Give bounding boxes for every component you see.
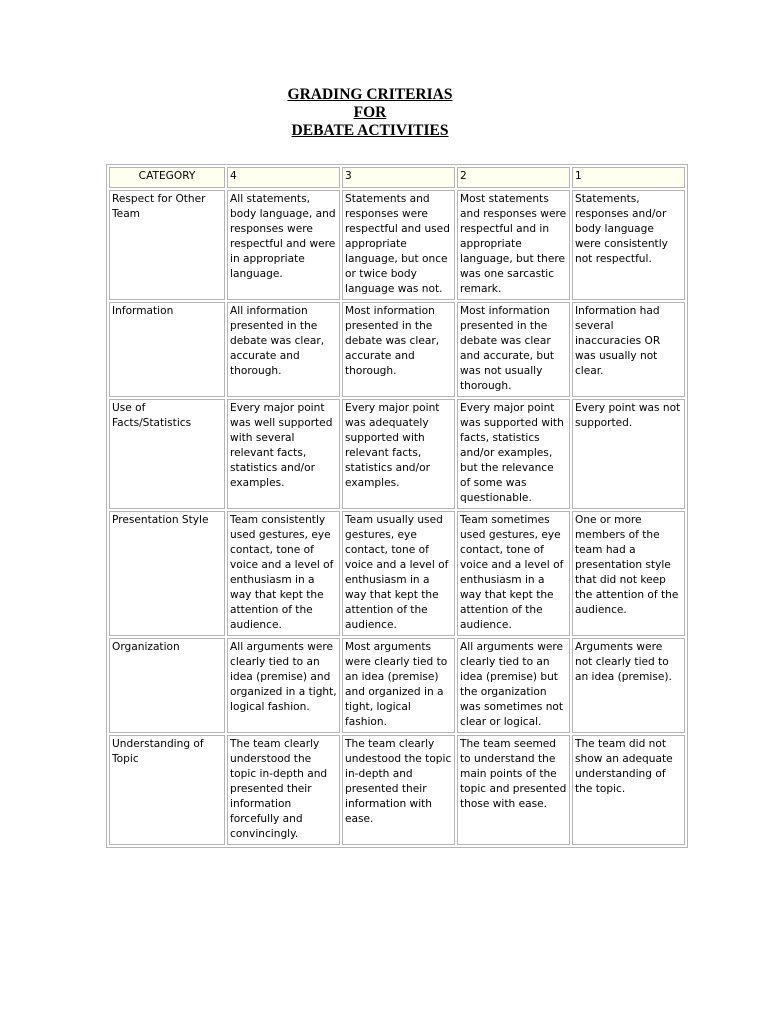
criteria-cell: All arguments were clearly tied to an idea (premise) but the organization was sometimes not clear or logical. [457,638,570,733]
criteria-cell: The team clearly undestood the topic in-depth and presented their information with ease. [342,735,455,845]
title-line-3: DEBATE ACTIVITIES [291,122,449,139]
title-line-2: FOR [353,104,387,121]
criteria-cell: All statements, body language, and responses were respectful and were in appropriate language. [227,190,340,300]
header-score-3: 3 [342,167,455,188]
criteria-cell: Most statements and responses were respectful and in appropriate language, but there was one sarcastic remark. [457,190,570,300]
category-cell: Information [109,302,225,397]
criteria-cell: Team usually used gestures, eye contact, tone of voice and a level of enthusiasm in a way that kept the attention of the audience. [342,511,455,636]
table-row [109,511,685,636]
category-cell: Respect for Other Team [109,190,225,300]
grading-rubric-table [106,164,688,848]
criteria-cell: Team sometimes used gestures, eye contact, tone of voice and a level of enthusiasm in a way that kept the attention of the audience. [457,511,570,636]
table-row [109,190,685,300]
criteria-cell: Every point was not supported. [572,399,685,509]
criteria-cell: Team consistently used gestures, eye contact, tone of voice and a level of enthusiasm in a way that kept the attention of the audience. [227,511,340,636]
header-category: CATEGORY [109,167,225,188]
document-title [0,86,740,140]
criteria-cell: All information presented in the debate was clear, accurate and thorough. [227,302,340,397]
criteria-cell: Information had several inaccuracies OR was usually not clear. [572,302,685,397]
header-score-2: 2 [457,167,570,188]
criteria-cell: Every major point was supported with facts, statistics and/or examples, but the relevance of some was questionable. [457,399,570,509]
table-row [109,735,685,845]
category-cell: Organization [109,638,225,733]
criteria-cell: Arguments were not clearly tied to an idea (premise). [572,638,685,733]
criteria-cell: Statements and responses were respectful and used appropriate language, but once or twice body language was not. [342,190,455,300]
table-row [109,399,685,509]
category-cell: Use of Facts/Statistics [109,399,225,509]
table-row [109,302,685,397]
criteria-cell: Most information presented in the debate was clear and accurate, but was not usually thorough. [457,302,570,397]
criteria-cell: Statements, responses and/or body language were consistently not respectful. [572,190,685,300]
title-line-1: GRADING CRITERIAS [287,86,453,103]
category-cell: Understanding of Topic [109,735,225,845]
criteria-cell: The team seemed to understand the main points of the topic and presented those with ease. [457,735,570,845]
category-cell: Presentation Style [109,511,225,636]
table-row [109,638,685,733]
header-score-1: 1 [572,167,685,188]
criteria-cell: One or more members of the team had a presentation style that did not keep the attention of the audience. [572,511,685,636]
criteria-cell: Most information presented in the debate was clear, accurate and thorough. [342,302,455,397]
table-header-row [109,167,685,188]
criteria-cell: Every major point was well supported with several relevant facts, statistics and/or examples. [227,399,340,509]
criteria-cell: All arguments were clearly tied to an idea (premise) and organized in a tight, logical fashion. [227,638,340,733]
criteria-cell: Most arguments were clearly tied to an idea (premise) and organized in a tight, logical fashion. [342,638,455,733]
header-score-4: 4 [227,167,340,188]
criteria-cell: The team did not show an adequate understanding of the topic. [572,735,685,845]
criteria-cell: The team clearly understood the topic in-depth and presented their information forcefully and convincingly. [227,735,340,845]
criteria-cell: Every major point was adequately supported with relevant facts, statistics and/or examples. [342,399,455,509]
